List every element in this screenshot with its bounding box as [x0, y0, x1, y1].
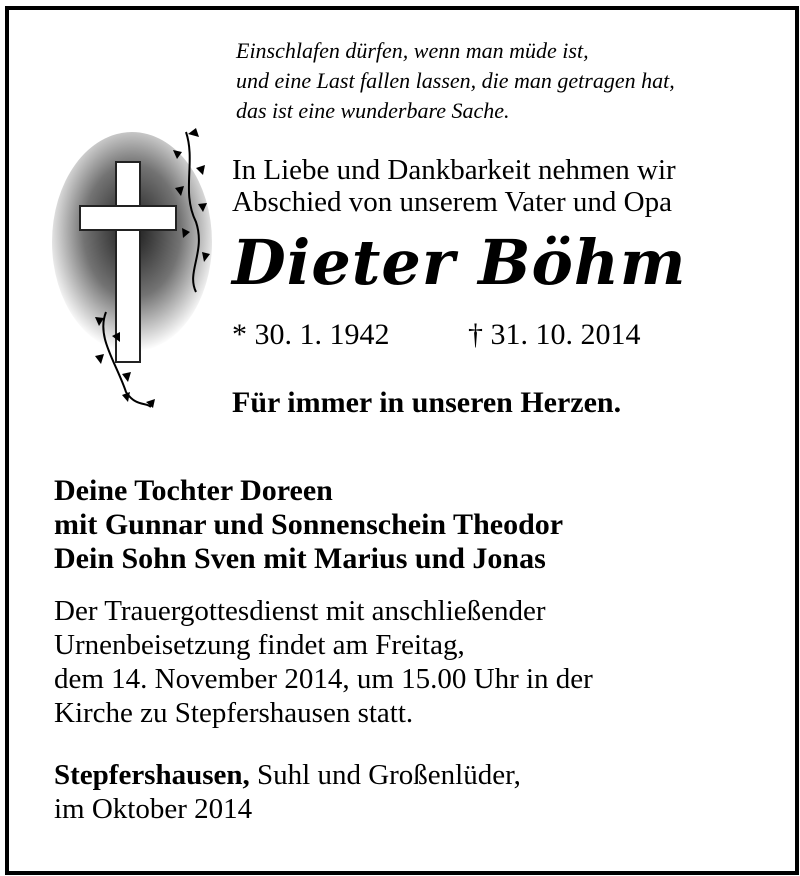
- poem-line: und eine Last fallen lassen, die man getragen hat,: [236, 68, 675, 93]
- poem: [236, 36, 675, 126]
- town-primary: Stepfershausen,: [54, 759, 250, 791]
- service-line: dem 14. November 2014, um 15.00 Uhr in der: [54, 663, 593, 695]
- birth-date: * 30. 1. 1942: [232, 318, 390, 351]
- intro-line: In Liebe und Dankbarkeit nehmen wir: [232, 154, 676, 186]
- place-and-date: [54, 758, 521, 826]
- mourners-list: [54, 474, 563, 576]
- mourner-line: Deine Tochter Doreen: [54, 474, 333, 507]
- motto: Für immer in unseren Herzen.: [232, 386, 622, 419]
- death-date: † 31. 10. 2014: [468, 318, 641, 351]
- service-line: Kirche zu Stepfershausen statt.: [54, 697, 414, 729]
- towns-rest: Suhl und Großenlüder,: [249, 759, 521, 791]
- service-line: Urnenbeisetzung findet am Freitag,: [54, 629, 465, 661]
- intro-text: [232, 154, 676, 218]
- date-line: im Oktober 2014: [54, 793, 253, 825]
- intro-line: Abschied von unserem Vater und Opa: [232, 186, 672, 218]
- life-dates: [232, 318, 641, 352]
- towns-line: [54, 758, 521, 792]
- poem-line: Einschlafen dürfen, wenn man müde ist,: [236, 38, 589, 63]
- service-line: Der Trauergottesdienst mit anschließender: [54, 595, 546, 627]
- cross-with-ivy-icon: [46, 122, 226, 412]
- mourner-line: mit Gunnar und Sonnenschein Theodor: [54, 508, 564, 541]
- poem-line: das ist eine wunderbare Sache.: [236, 98, 510, 123]
- deceased-name: Dieter Böhm: [232, 226, 687, 299]
- service-info: [54, 594, 593, 730]
- mourner-line: Dein Sohn Sven mit Marius und Jonas: [54, 542, 546, 575]
